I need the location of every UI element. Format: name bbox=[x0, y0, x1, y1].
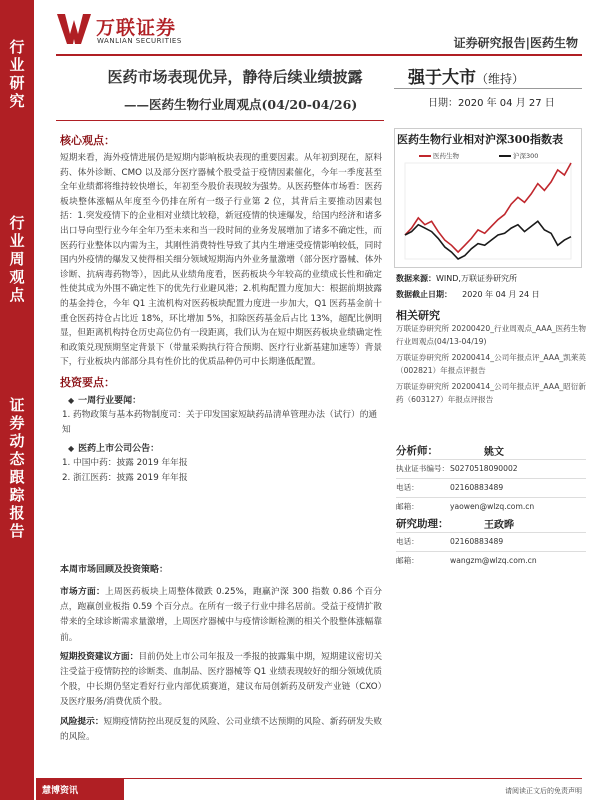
report-title: 医药市场表现优异，静待后续业绩披露 bbox=[107, 68, 363, 86]
footer-divider bbox=[124, 778, 582, 779]
side-label-industry-research bbox=[0, 38, 34, 110]
logo-english-name: WANLIAN SECURITIES bbox=[97, 37, 182, 45]
side-label-char: 报 bbox=[9, 504, 25, 522]
series-line-1 bbox=[405, 221, 571, 259]
contact-row bbox=[396, 534, 586, 550]
invest-section-title bbox=[60, 442, 382, 456]
invest-heading: 投资要点： bbox=[60, 375, 115, 389]
review-lead: 市场方面： bbox=[60, 587, 106, 597]
logo-mark-icon bbox=[56, 12, 92, 46]
review-lead: 短期投资建议方面： bbox=[60, 651, 139, 662]
report-subtitle: ——医药生物行业周观点(04/20-04/26) bbox=[124, 97, 358, 112]
rating-status: （维持） bbox=[476, 72, 525, 86]
side-label-char: 行 bbox=[9, 38, 25, 56]
contact-value: S0270518090002 bbox=[450, 464, 518, 473]
contact-row bbox=[396, 499, 586, 515]
side-label-weekly-view bbox=[0, 214, 34, 304]
invest-item: 1. 药物政策与基本药物制度司：关于印发国家短缺药品清单管理办法（试行）的通知 bbox=[62, 409, 378, 435]
contact-value: 02160883489 bbox=[450, 483, 504, 492]
rating bbox=[408, 63, 524, 88]
assistant-lines bbox=[396, 532, 586, 569]
related-heading: 相关研究 bbox=[396, 309, 440, 322]
analyst-lines bbox=[396, 459, 586, 515]
title-divider bbox=[56, 120, 384, 121]
contact-value: wangzm@wlzq.com.cn bbox=[450, 556, 537, 565]
contact-row bbox=[396, 480, 586, 496]
info-divider bbox=[396, 478, 586, 479]
related-item: 万联证券研究所 20200414_公司年报点评_AAA_凯莱英（002821）年报点评报告 bbox=[396, 353, 586, 375]
side-label-char: 究 bbox=[9, 92, 25, 110]
review-paragraph bbox=[60, 650, 382, 711]
legend-label-1: 沪深300 bbox=[513, 152, 539, 160]
side-label-char: 业 bbox=[9, 232, 25, 250]
contact-row bbox=[396, 553, 586, 569]
contact-key: 邮箱： bbox=[396, 556, 419, 565]
side-label-tracking-report bbox=[0, 396, 34, 540]
side-label-char: 观 bbox=[9, 268, 25, 286]
contact-row bbox=[396, 461, 586, 477]
side-label-char: 研 bbox=[9, 74, 25, 92]
analyst-heading: 分析师： bbox=[396, 445, 438, 457]
source-label: 数据来源： bbox=[396, 274, 436, 283]
info-divider bbox=[396, 497, 586, 498]
review-heading: 本周市场回顾及投资策略： bbox=[60, 565, 169, 575]
related-item: 万联证券研究所 20200414_公司年报点评_AAA_昭衍新药（603127）年报点评报告 bbox=[396, 382, 586, 404]
header-divider bbox=[56, 54, 582, 56]
assistant-block bbox=[396, 516, 586, 569]
rating-label: 强于大市 bbox=[408, 68, 476, 88]
contact-key: 电话： bbox=[396, 483, 419, 492]
info-divider bbox=[396, 459, 586, 460]
side-label-char: 踪 bbox=[9, 486, 25, 504]
side-label-char: 周 bbox=[9, 250, 25, 268]
data-cutoff bbox=[396, 289, 540, 300]
related-list bbox=[396, 323, 586, 410]
rating-divider bbox=[394, 88, 582, 89]
related-item: 万联证券研究所 20200420_行业周观点_AAA_医药生物行业周观点(04/13-04/19) bbox=[396, 324, 586, 346]
contact-key: 邮箱： bbox=[396, 502, 419, 511]
brand-logo bbox=[56, 12, 226, 46]
footer bbox=[36, 778, 600, 800]
side-label-char: 行 bbox=[9, 214, 25, 232]
cutoff-value: 2020 年 04 月 24 日 bbox=[462, 290, 540, 299]
core-heading: 核心观点： bbox=[60, 134, 115, 147]
side-label-char: 证 bbox=[9, 396, 25, 414]
relative-performance-chart bbox=[394, 128, 582, 268]
review-text: 上周医药板块上周整体微跌 0.25%，跑赢沪深 300 指数 0.86 个百分点，跑赢创业板指 0.59 个百分点。在所有一级子行业中排名居前。受益于疫情扩散带来的全球诊断需求量激增，上周医疗器械中与疫情诊断检测的相关个股整体涨幅靠前。 bbox=[60, 587, 382, 643]
footer-brand-bar bbox=[36, 778, 124, 800]
cutoff-label: 数据截止日期： bbox=[396, 290, 452, 299]
contact-key: 电话： bbox=[396, 537, 419, 546]
contact-value: 02160883489 bbox=[450, 537, 504, 546]
invest-section-label: 一周行业要闻： bbox=[78, 395, 142, 406]
analyst-block bbox=[396, 443, 586, 515]
core-text: 短期来看，海外疫情进展仍是短期内影响板块表现的重要因素。从年初到现在，原料药、体外诊断、CMO 以及部分医疗器械个股受益于疫情因素催化，今年一季度甚至全年业绩都将维持较快增长，年初至今股价表现较为强势。从医药整体市场看：医药板块整体涨幅从年度至今仍排在所有一级子行业第 2 位，其背后主要推动因素包括：1.突发疫情下的企业相对业绩比较稳，新冠疫情的快速爆发，给国内经济和诸多出口导向型行业今年全年乃至未来和当一段时间的业务发展增加了诸多不确定性，而医药行业整体以内需为主，其刚性消费特性导致了其内生增速受疫情影响较低，同时国内外疫情的爆发又使得相关细分领域短期海内外业务量激增（部分医疗器械、体外诊断、抗病毒药物等），因此从业绩角度看，医药板块今年较高的业绩成长性和确定性使其成为外围不确定性下的优先行业避风港；2.机构配置力度加大：根据前期披露的基金持仓，今年 Q1 主流机构对医药板块配置力度进一步加大，Q1 医药基金前十重仓医药持仓占比近 18%，环比增加 5%，扣除医药基金后占比 13%，超配比例明显，但距离机构持仓历史高位仍有一段距离，我们认为在短中期医药板块业绩确定性和政策兑现预期坚定背景下（带量采购执行符合预期、医疗行业新基建加速等）背景下，行业板块内部部分具有性价比的优质品种仍可中长期逢低配置。 bbox=[60, 153, 382, 368]
logo-chinese-name: 万联证券 bbox=[96, 17, 177, 39]
analyst-name: 姚文 bbox=[484, 447, 504, 458]
side-label-char: 动 bbox=[9, 432, 25, 450]
info-divider bbox=[396, 551, 586, 552]
date-label: 日期： bbox=[428, 98, 458, 109]
side-label-char: 告 bbox=[9, 522, 25, 540]
contact-key: 执业证书编号： bbox=[396, 464, 450, 473]
assistant-heading: 研究助理： bbox=[396, 518, 449, 530]
chart-title: 医药生物行业相对沪深300指数表 bbox=[397, 133, 563, 146]
invest-section-label: 医药上市公司公告： bbox=[78, 443, 160, 454]
side-label-char: 态 bbox=[9, 450, 25, 468]
review-section bbox=[60, 585, 382, 749]
report-date bbox=[428, 94, 555, 109]
disclaimer-note: 请阅读正文后的免责声明 bbox=[505, 787, 582, 795]
review-lead: 风险提示： bbox=[60, 716, 104, 727]
diamond-bullet-icon: ◆ bbox=[68, 443, 75, 453]
info-divider bbox=[396, 532, 586, 533]
side-label-char: 券 bbox=[9, 414, 25, 432]
review-text: 短期疫情防控出现反复的风险、公司业绩不达预期的风险、新药研发失败的风险。 bbox=[60, 716, 382, 742]
invest-section-title bbox=[60, 394, 382, 408]
date-value: 2020 年 04 月 27 日 bbox=[458, 98, 555, 109]
series-line-0 bbox=[405, 163, 571, 252]
invest-item: 1. 中国中药：披露 2019 年年报 bbox=[62, 457, 188, 468]
invest-item: 2. 浙江医药：披露 2019 年年报 bbox=[62, 472, 188, 483]
diamond-bullet-icon: ◆ bbox=[68, 395, 75, 405]
contact-value: yaowen@wlzq.com.cn bbox=[450, 502, 535, 511]
side-label-char: 点 bbox=[9, 286, 25, 304]
legend-label-0: 医药生物 bbox=[433, 152, 459, 160]
main-content bbox=[60, 132, 382, 486]
review-paragraph bbox=[60, 585, 382, 646]
review-paragraph bbox=[60, 715, 382, 745]
source-value: WIND,万联证券研究所 bbox=[436, 274, 517, 283]
chart-plot bbox=[395, 149, 581, 267]
report-type: 证券研究报告|医药生物 bbox=[453, 36, 578, 50]
data-source bbox=[396, 273, 517, 284]
invest-sections bbox=[60, 394, 382, 486]
review-text: 目前仍处上市公司年报及一季报的披露集中期，短期建议密切关注受益于疫情防控的诊断类、血制品、医疗器械等 Q1 业绩表现较好的细分领域优质个股，中长期仍坚定看好行业内部优质赛道，建议布局创新药及研发产业链（CXO）及医疗服务/消费优质个股。 bbox=[60, 651, 382, 708]
side-label-char: 业 bbox=[9, 56, 25, 74]
plot-frame bbox=[405, 163, 571, 259]
side-label-char: 跟 bbox=[9, 468, 25, 486]
assistant-name: 王政晔 bbox=[484, 520, 514, 531]
footer-brand: 慧博资讯 bbox=[42, 786, 79, 796]
